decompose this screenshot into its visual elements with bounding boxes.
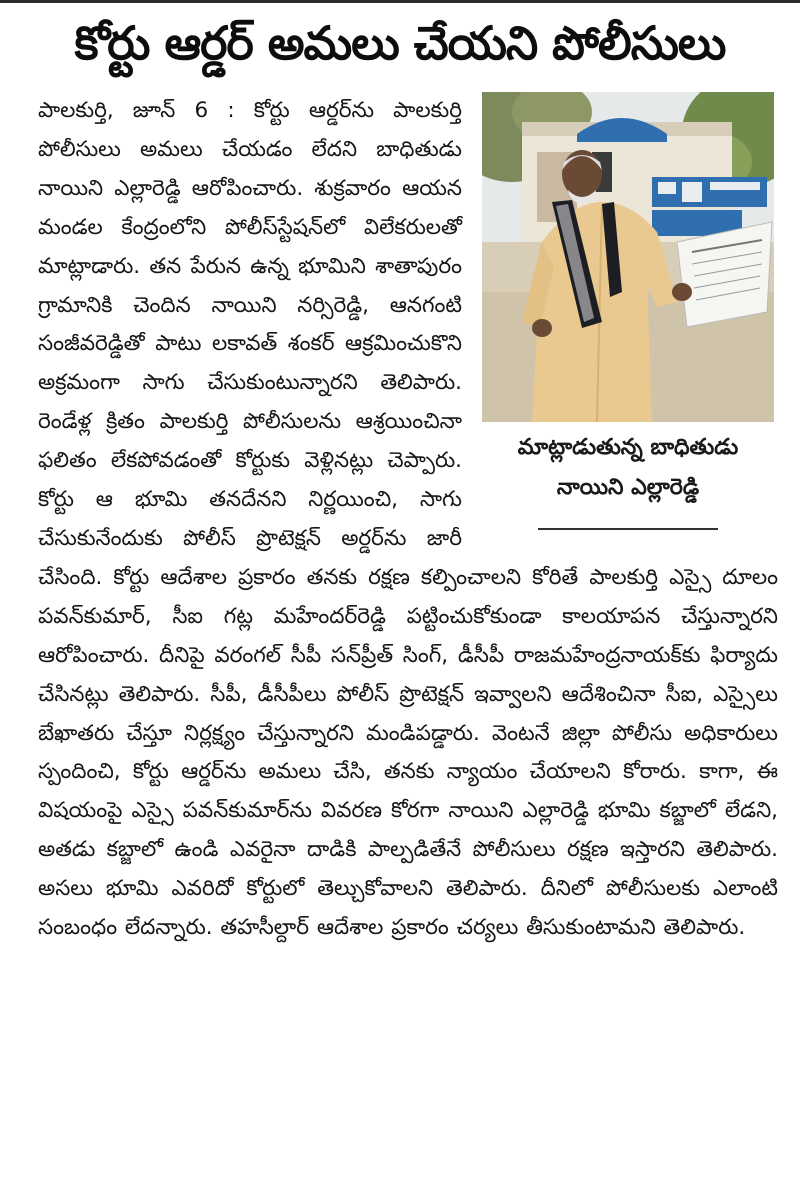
dateline: పాలకుర్తి, జూన్ 6 : (38, 98, 254, 123)
caption-underline (538, 528, 718, 530)
headline: కోర్టు ఆర్డర్ అమలు చేయని పోలీసులు (74, 16, 726, 70)
article-body (38, 92, 778, 1172)
caption-line-2: నాయిని ఎల్లారెడ్డి (556, 475, 700, 500)
victim-photo (482, 92, 774, 422)
caption-line-1: మాట్లాడుతున్న బాధితుడు (517, 435, 739, 460)
top-rule (0, 0, 800, 8)
photo-caption (478, 428, 778, 508)
article-paragraph: కోర్టు ఆర్డర్‌ను పాలకుర్తి పోలీసులు అమలు చేయడం లేదని బాధితుడు నాయిని ఎల్లారెడ్డి ఆరోపించారు. శుక్రవారం ఆయన మండల కేంద్రంలోని పోలీస్‌స్టేషన్‌లో విలేకరులతో మాట్లాడారు. తన పేరున ఉన్న భూమిని శాతాపురం గ్రామానికి చెందిన నాయిని నర్సిరెడ్డి, ఆనగంటి సంజీవరెడ్డితో పాటు లకావత్ శంకర్ ఆక్రమించుకొని అక్రమంగా సాగు చేసుకుంటున్నారని తెలిపారు. రెండేళ్ల క్రితం పాలకుర్తి పోలీసులను ఆశ్రయించినా ఫలితం లేకపోవడంతో కోర్టుకు వెళ్లినట్లు చెప్పారు. కోర్టు ఆ భూమి తనదేనని నిర్ణయించి, సాగు చేసుకునేందుకు పోలీస్ ప్రొటెక్షన్ అర్డర్‌ను జారీ చేసింది. కోర్టు ఆదేశాల ప్రకారం తనకు రక్షణ కల్పించాలని కోరితే పాలకుర్తి ఎస్సై దూలం పవన్‌కుమార్, సీఐ గట్ల మహేందర్‌రెడ్డి పట్టించుకోకుండా కాలయాపన చేస్తున్నారని ఆరోపించారు. దీనిపై వరంగల్ సీపీ సన్‌ప్రీత్ సింగ్, డీసీపీ రాజమహేంద్రనాయక్‌కు ఫిర్యాదు చేసినట్లు తెలిపారు. సీపీ, డీసీపీలు పోలీస్ ప్రొటెక్షన్ ఇవ్వాలని ఆదేశించినా సీఐ, ఎస్సైలు బేఖాతరు చేస్తూ నిర్లక్ష్యం చేస్తున్నారని మండిపడ్డారు. వెంటనే జిల్లా పోలీసు అధికారులు స్పందించి, కోర్టు ఆర్డర్‌ను అమలు చేసి, తనకు న్యాయం చేయాలని కోరారు. కాగా, ఈ విషయంపై ఎస్సై పవన్‌కుమార్‌ను వివరణ కోరగా నాయిని ఎల్లారెడ్డి భూమి కబ్జాలో లేడని, అతడు కబ్జాలో ఉండి ఎవరైనా దాడికి పాల్పడితేనే పోలీసులు రక్షణ ఇస్తారని తెలిపారు. అసలు భూమి ఎవరిదో కోర్టులో తెల్చుకోవాలని తెలిపారు. దీనిలో పోలీసులకు ఎలాంటి సంబంధం లేదన్నారు. తహసీల్దార్ ఆదేశాల ప్రకారం చర్యలు తీసుకుంటామని తెలిపారు. (38, 98, 778, 941)
photo-block (478, 92, 778, 544)
